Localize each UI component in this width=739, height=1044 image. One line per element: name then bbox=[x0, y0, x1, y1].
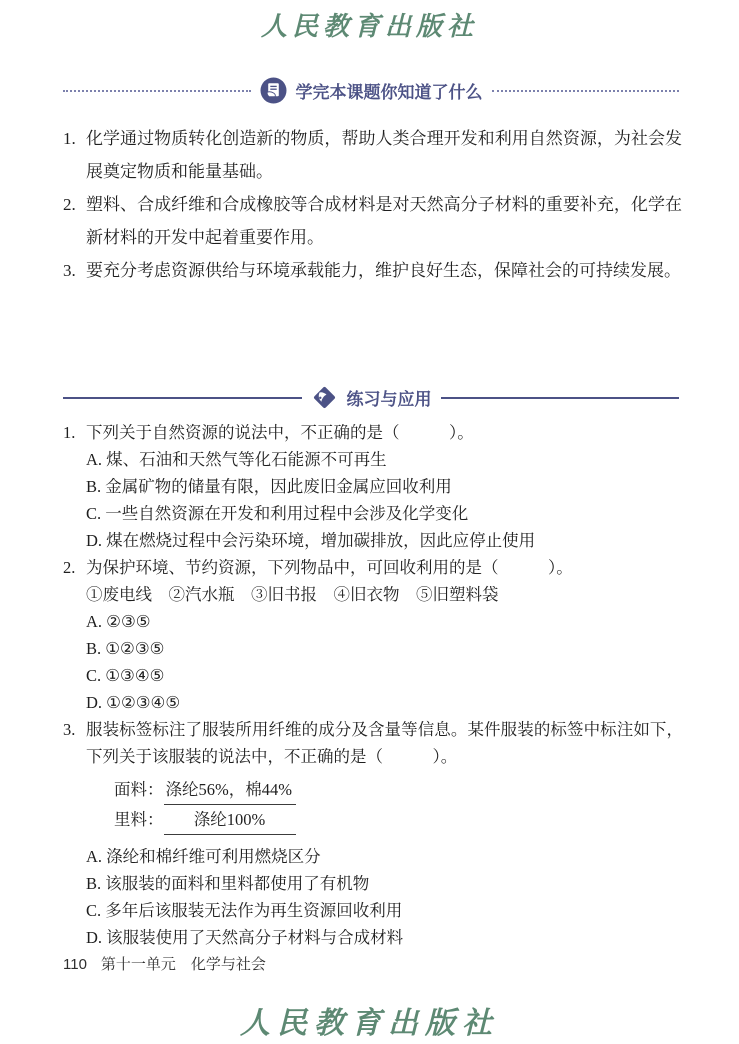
question-option: D. 煤在燃烧过程中会污染环境，增加碳排放，因此应停止使用 bbox=[86, 531, 536, 550]
summary-item-number: 3. bbox=[63, 261, 76, 280]
summary-item-text: 塑料、合成纤维和合成橡胶等合成材料是对天然高分子材料的重要补充，化学在新材料的开发中起着重要作用。 bbox=[86, 195, 682, 247]
fabric-value: 涤纶56%，棉44% bbox=[164, 775, 296, 805]
lining-label: 里料： bbox=[114, 810, 164, 829]
question-option: B. ①②③⑤ bbox=[86, 639, 165, 658]
fabric-label: 面料： bbox=[114, 780, 164, 799]
question-stem: 服装标签标注了服装所用纤维的成分及含量等信息。某件服装的标签中标注如下，下列关于该服装的说法中，不正确的是（ ）。 bbox=[86, 720, 683, 766]
clothing-tag bbox=[114, 775, 683, 835]
fabric-row bbox=[114, 775, 683, 805]
question-number: 1. bbox=[63, 423, 76, 442]
question-option: D. 该服装使用了天然高分子材料与合成材料 bbox=[86, 928, 404, 947]
page-footer bbox=[63, 953, 266, 974]
solid-rule-right bbox=[441, 397, 680, 399]
chapter-title: 第十一单元 化学与社会 bbox=[100, 957, 266, 973]
question-option: A. 涤纶和棉纤维可利用燃烧区分 bbox=[86, 847, 321, 866]
question-option: A. ②③⑤ bbox=[86, 612, 151, 631]
question-stem: 为保护环境、节约资源，下列物品中，可回收利用的是（ ）。 bbox=[86, 558, 573, 577]
dotted-rule-left bbox=[63, 90, 251, 92]
book-circle-icon bbox=[260, 77, 287, 104]
page-number: 110 bbox=[63, 956, 87, 973]
summary-item-text: 化学通过物质转化创造新的物质，帮助人类合理开发和利用自然资源，为社会发展奠定物质和能量基础。 bbox=[86, 129, 682, 181]
summary-item bbox=[63, 122, 682, 188]
question-1 bbox=[63, 419, 683, 554]
dotted-rule-right bbox=[492, 90, 680, 92]
lining-row bbox=[114, 805, 683, 835]
exercise-questions bbox=[63, 419, 683, 951]
question-option: B. 金属矿物的储量有限，因此废旧金属应回收利用 bbox=[86, 477, 452, 496]
pen-diamond-icon bbox=[311, 384, 338, 411]
question-stem: 下列关于自然资源的说法中，不正确的是（ ）。 bbox=[86, 423, 474, 442]
question-option: C. 多年后该服装无法作为再生资源回收利用 bbox=[86, 901, 403, 920]
question-option: C. ①③④⑤ bbox=[86, 666, 165, 685]
question-number: 2. bbox=[63, 558, 76, 577]
summary-list bbox=[63, 122, 682, 287]
exercise-section-header bbox=[63, 384, 679, 411]
publisher-logo-top: 人民教育出版社 bbox=[260, 12, 478, 41]
question-option: D. ①②③④⑤ bbox=[86, 693, 181, 712]
summary-item-text: 要充分考虑资源供给与环境承载能力，维护良好生态，保障社会的可持续发展。 bbox=[86, 261, 681, 280]
question-number: 3. bbox=[63, 720, 76, 739]
publisher-logo-bottom: 人民教育出版社 bbox=[240, 1007, 499, 1040]
summary-item bbox=[63, 188, 682, 254]
summary-section-header bbox=[63, 77, 679, 104]
question-option: A. 煤、石油和天然气等化石能源不可再生 bbox=[86, 450, 387, 469]
question-3 bbox=[63, 716, 683, 951]
lining-value: 涤纶100% bbox=[164, 805, 296, 835]
exercise-section-title: 练习与应用 bbox=[346, 390, 432, 409]
question-2 bbox=[63, 554, 683, 716]
solid-rule-left bbox=[63, 397, 302, 399]
summary-section-title: 学完本课题你知道了什么 bbox=[295, 83, 483, 102]
question-numbered-items: ①废电线 ②汽水瓶 ③旧书报 ④旧衣物 ⑤旧塑料袋 bbox=[86, 585, 499, 604]
question-option: C. 一些自然资源在开发和利用过程中会涉及化学变化 bbox=[86, 504, 469, 523]
question-option: B. 该服装的面料和里料都使用了有机物 bbox=[86, 874, 370, 893]
summary-item-number: 1. bbox=[63, 129, 76, 148]
summary-item bbox=[63, 254, 682, 287]
summary-item-number: 2. bbox=[63, 195, 76, 214]
